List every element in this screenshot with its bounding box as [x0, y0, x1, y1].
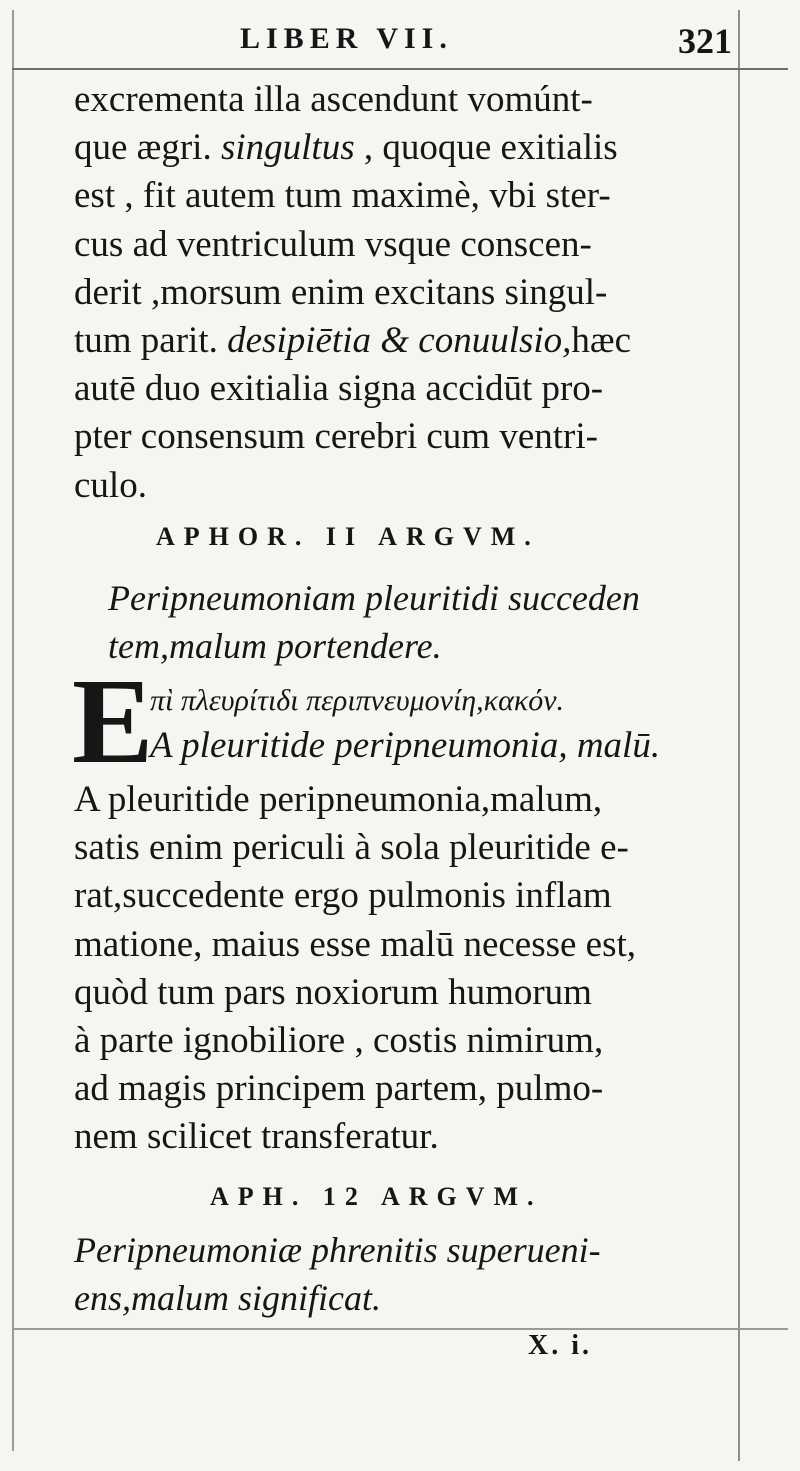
footer-rule [12, 1328, 788, 1330]
text-span: , quoque exitialis [354, 127, 618, 169]
greek-aphorism: πὶ πλευρίτιδι περιπνευμονίη,κακόν. [150, 684, 565, 717]
running-title: LIBER VII. [240, 22, 453, 55]
aphorism-12-text: Peripneumoniæ phrenitis superueni- ens,malum significat. [74, 1230, 601, 1318]
text-span: hæc [571, 320, 632, 362]
drop-cap: E [72, 654, 154, 789]
text-span: tum parit. [74, 320, 228, 362]
aphorism-12-heading: APH. 12 ARGVM. [210, 1182, 543, 1211]
page-number: 321 [678, 21, 732, 61]
aphorism-11-heading: APHOR. II ARGVM. [156, 522, 540, 551]
latin-aphorism: A pleuritide peripneumonia, malū. [150, 725, 661, 766]
commentary-paragraph: A pleuritide peripneumonia,malum, satis enim periculi à sola pleuritide e- rat,succedente ergo pulmonis inflam matione, maius esse malū necesse est, quòd tum pars noxiorum humorum à parte ignobiliore , costis nimirum, ad magis principem partem, pulmo- nem scilicet transferatur. [74, 779, 637, 1158]
text-line: cus ad ventriculum vsque conscen- [74, 223, 592, 265]
aphorism-11-text: Peripneumoniam pleuritidi succeden tem,malum portendere. [108, 578, 640, 666]
text-line: derit ,morsum enim excitans singul- [74, 271, 608, 313]
text-line: excrementa illa ascendunt vomúnt- [74, 79, 593, 120]
italic-term: singultus [220, 127, 355, 169]
signature-mark: X. i. [528, 1330, 592, 1361]
header-rule [12, 68, 788, 70]
right-margin-rule [738, 10, 740, 1461]
left-margin-rule [12, 10, 14, 1451]
text-span: que ægri. [74, 127, 221, 169]
text-line [74, 124, 734, 172]
text-line: est , fit autem tum maximè, vbi ster- [74, 175, 611, 217]
italic-term: desipiētia & conuulsio, [227, 320, 572, 362]
text-line: autē duo exitialia signa accidūt pro- [74, 368, 604, 410]
text-line: culo. [74, 464, 147, 506]
text-line: pter consensum cerebri cum ventri- [74, 416, 598, 458]
text-line [74, 317, 734, 365]
page-header [20, 22, 732, 62]
top-paragraph [74, 76, 734, 510]
